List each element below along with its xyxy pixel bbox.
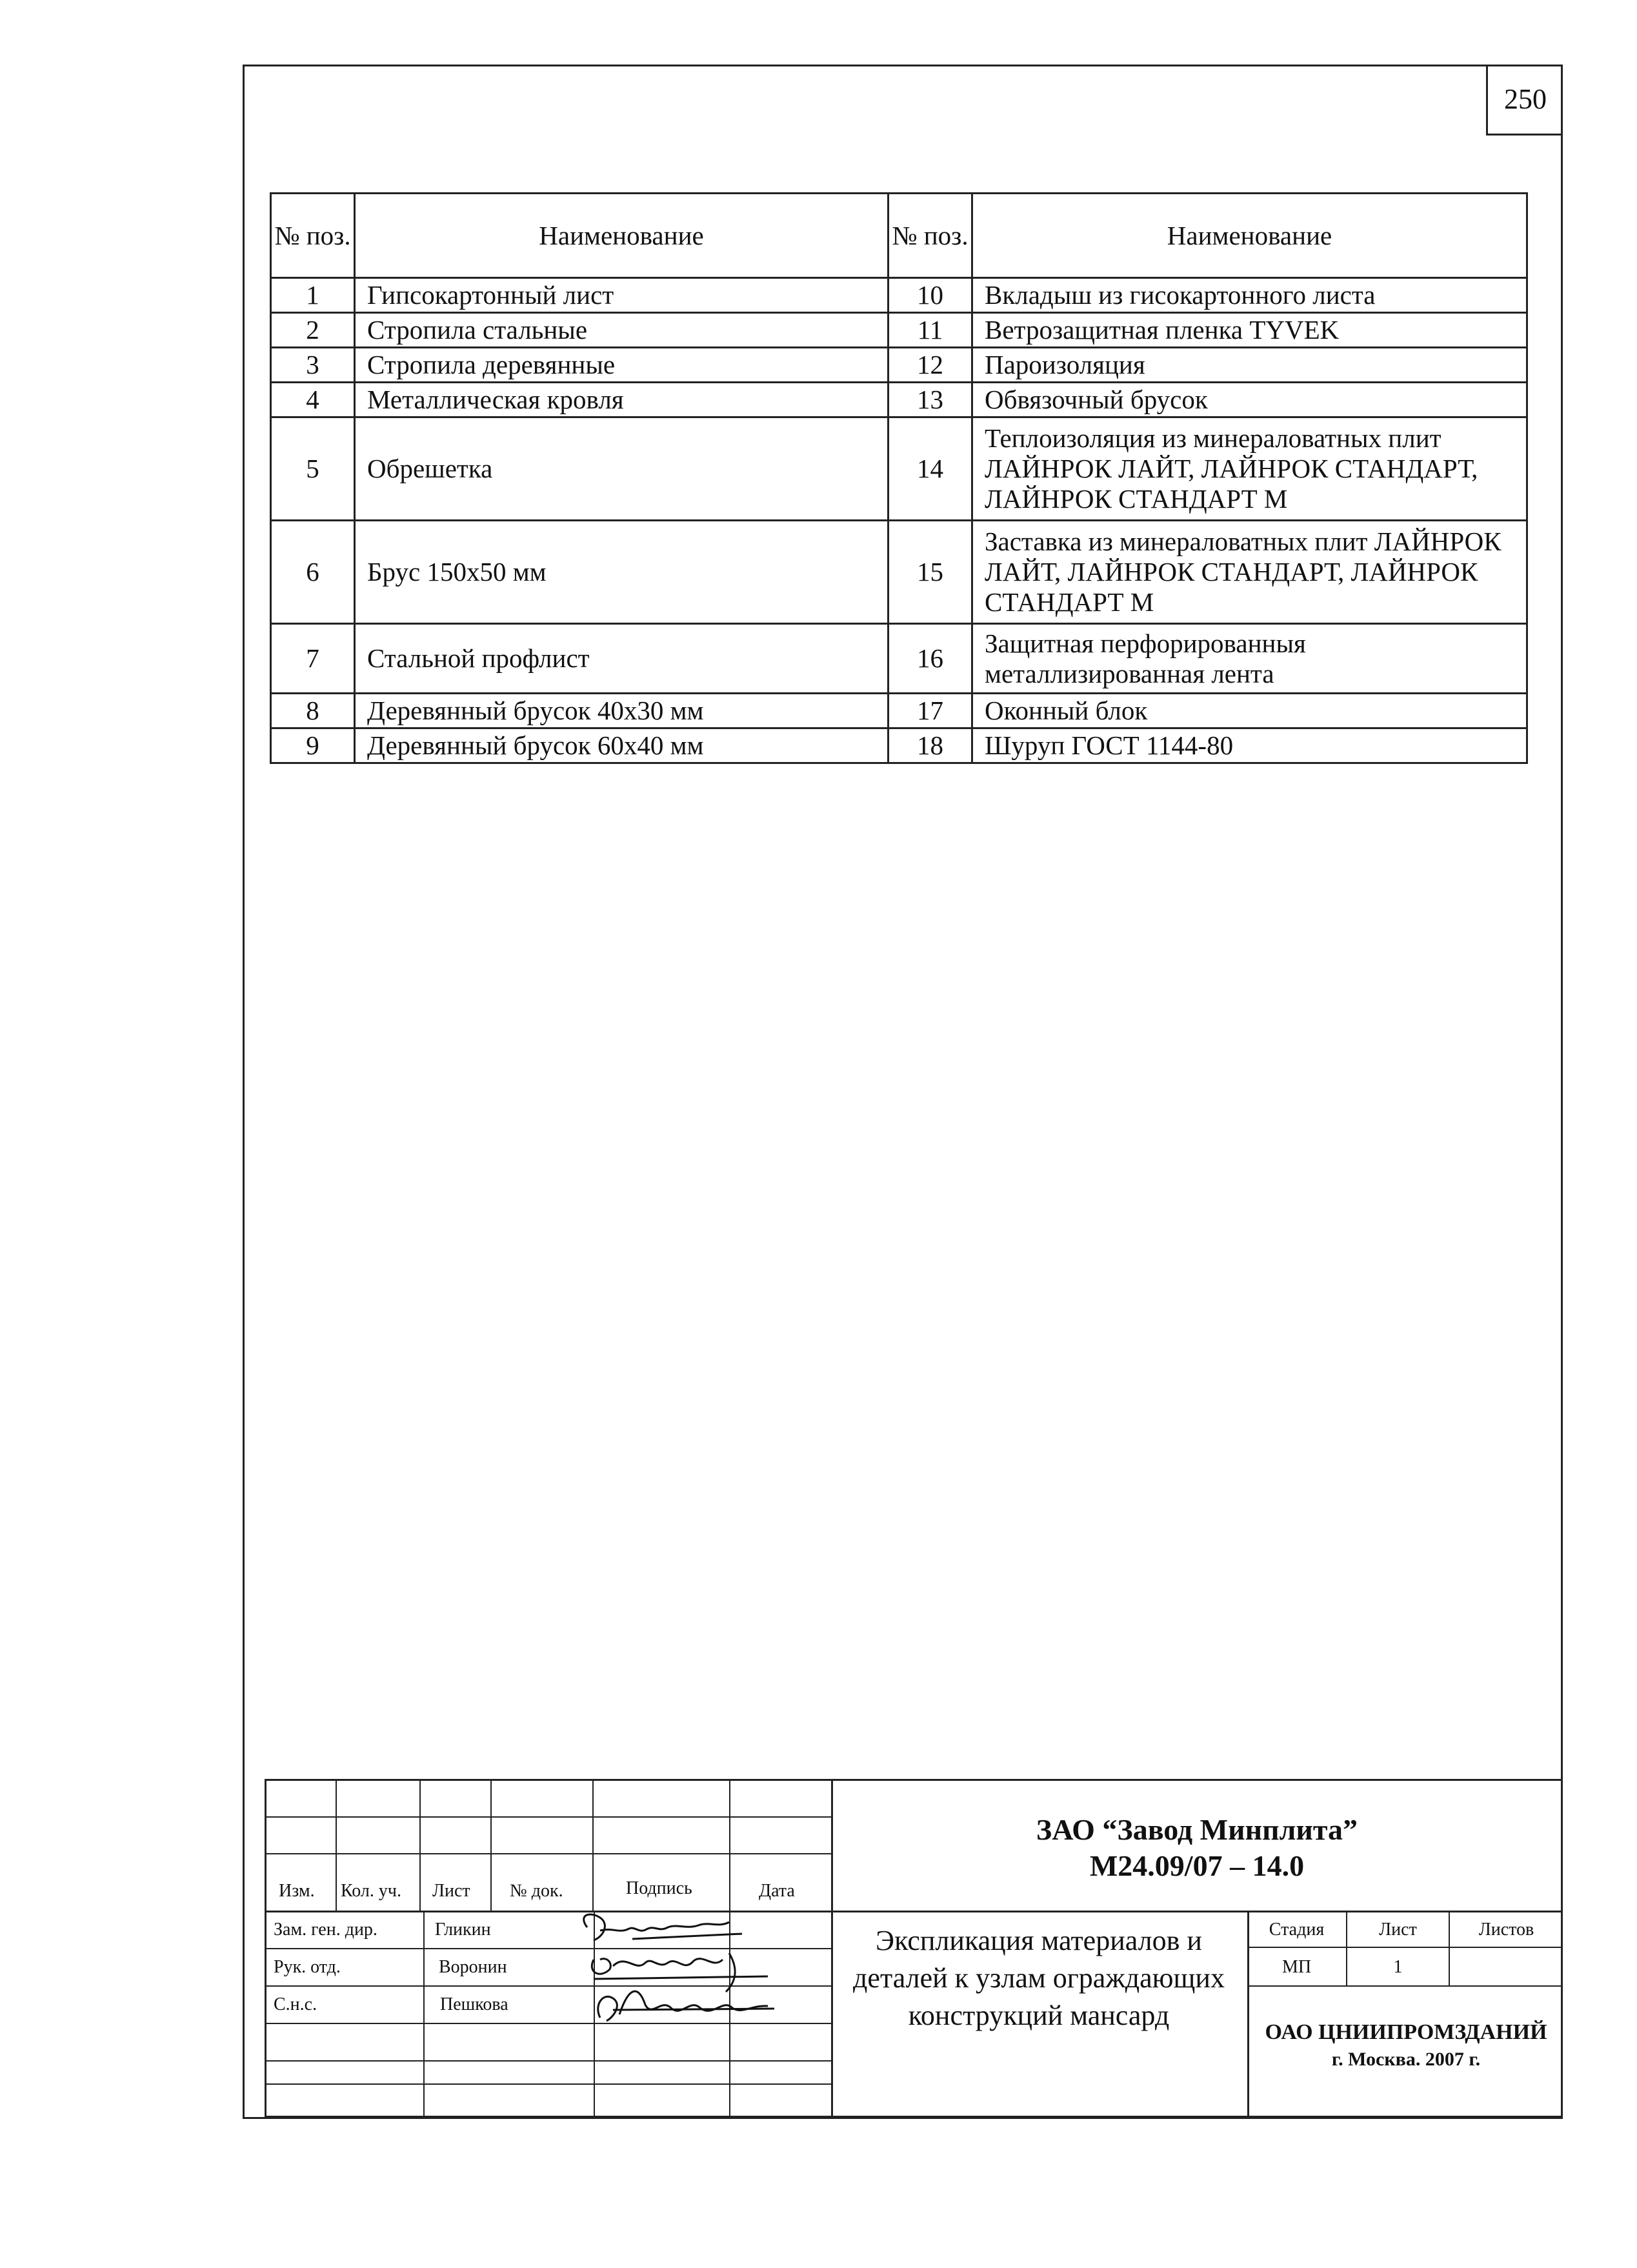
col-signature: Подпись (626, 1878, 692, 1898)
col-date: Дата (759, 1881, 795, 1901)
pos-cell: 8 (271, 694, 355, 728)
name-cell: Пароизоляция (972, 348, 1527, 383)
document-code: М24.09/07 – 14.0 (1089, 1849, 1305, 1882)
sheets-label: Листов (1478, 1920, 1534, 1940)
name-cell: Металлическая кровля (355, 383, 889, 417)
name-cell: Деревянный брусок 40x30 мм (355, 694, 889, 728)
header-name-1: Наименование (355, 194, 889, 278)
pos-cell: 9 (271, 728, 355, 763)
name-cell: Шуруп ГОСТ 1144-80 (972, 728, 1527, 763)
header-pos-1: № поз. (271, 194, 355, 278)
name-cell: Обрешетка (355, 417, 889, 521)
city-year: г. Москва. 2007 г. (1331, 2049, 1481, 2070)
title-block (265, 1779, 1563, 2118)
pos-cell: 13 (889, 383, 972, 417)
name-cell: Гипсокартонный лист (355, 278, 889, 313)
signatures-image (574, 1908, 781, 2031)
pos-cell: 18 (889, 728, 972, 763)
table-row (271, 521, 1527, 624)
table-header-row (271, 194, 1527, 278)
header-name-2: Наименование (972, 194, 1527, 278)
company-name: ЗАО “Завод Минплита” (1036, 1813, 1358, 1846)
role-1: Зам. ген. дир. (274, 1920, 377, 1940)
name-cell: Оконный блок (972, 694, 1527, 728)
table-row (271, 417, 1527, 521)
pos-cell: 5 (271, 417, 355, 521)
name-2: Воронин (439, 1957, 507, 1977)
table-row (271, 278, 1527, 313)
name-3: Пешкова (440, 1994, 508, 2014)
name-cell: Заставка из минераловатных плит ЛАЙНРОК ЛАЙТ, ЛАЙНРОК СТАНДАРТ, ЛАЙНРОК СТАНДАРТ М (972, 521, 1527, 624)
pos-cell: 17 (889, 694, 972, 728)
table-row (271, 694, 1527, 728)
pos-cell: 7 (271, 624, 355, 694)
name-cell: Обвязочный брусок (972, 383, 1527, 417)
pos-cell: 16 (889, 624, 972, 694)
document-title: Экспликация материалов и деталей к узлам ограждающих конструкций мансард (853, 1925, 1225, 2031)
pos-cell: 14 (889, 417, 972, 521)
col-kol-uch: Кол. уч. (341, 1881, 401, 1901)
pos-cell: 15 (889, 521, 972, 624)
table-row (271, 728, 1527, 763)
organization: ОАО ЦНИИПРОМЗДАНИЙ (1265, 2020, 1547, 2044)
col-izm: Изм. (279, 1881, 315, 1901)
name-cell: Стропила деревянные (355, 348, 889, 383)
name-cell: Защитная перфорированныя металлизированная лента (972, 624, 1527, 694)
name-1: Гликин (435, 1920, 491, 1940)
pos-cell: 12 (889, 348, 972, 383)
name-cell: Стропила стальные (355, 313, 889, 348)
col-list: Лист (432, 1881, 470, 1901)
name-cell: Вкладыш из гисокартонного листа (972, 278, 1527, 313)
pos-cell: 4 (271, 383, 355, 417)
header-pos-2: № поз. (889, 194, 972, 278)
col-doc-no: № док. (510, 1881, 563, 1901)
name-cell: Теплоизоляция из минераловатных плит ЛАЙНРОК ЛАЙТ, ЛАЙНРОК СТАНДАРТ, ЛАЙНРОК СТАНДАРТ М (972, 417, 1527, 521)
name-cell: Брус 150x50 мм (355, 521, 889, 624)
role-2: Рук. отд. (274, 1957, 341, 1977)
pos-cell: 6 (271, 521, 355, 624)
name-cell: Деревянный брусок 60x40 мм (355, 728, 889, 763)
pos-cell: 1 (271, 278, 355, 313)
name-cell: Ветрозащитная пленка TYVEK (972, 313, 1527, 348)
sheet-number: 250 (1486, 65, 1563, 135)
table-row (271, 624, 1527, 694)
pos-cell: 11 (889, 313, 972, 348)
table-row (271, 383, 1527, 417)
sheet-label: Лист (1379, 1920, 1417, 1940)
stage-label: Стадия (1269, 1920, 1325, 1940)
table-row (271, 313, 1527, 348)
pos-cell: 3 (271, 348, 355, 383)
sheet-value: 1 (1393, 1957, 1403, 1977)
stage-value: МП (1281, 1957, 1312, 1977)
name-cell: Стальной профлист (355, 624, 889, 694)
table-row (271, 348, 1527, 383)
pos-cell: 10 (889, 278, 972, 313)
role-3: С.н.с. (274, 1994, 317, 2014)
materials-table (270, 192, 1528, 764)
pos-cell: 2 (271, 313, 355, 348)
